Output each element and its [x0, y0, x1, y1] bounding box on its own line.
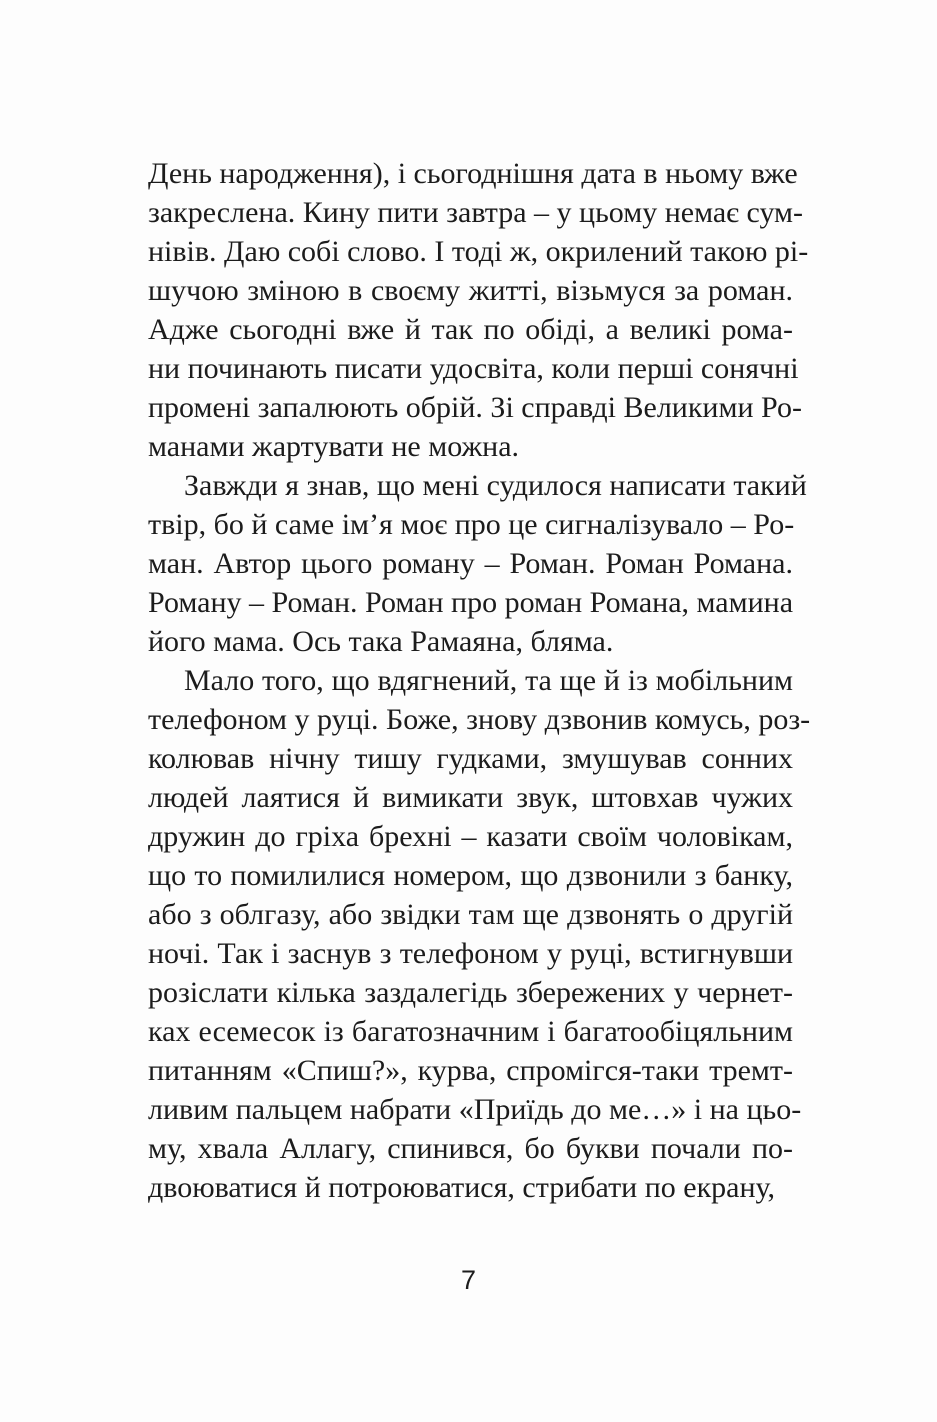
text-line: ках есемесок із багатозначним і багатообіцяльним	[148, 1015, 793, 1048]
text-line: твір, бо й саме ім’я моє про це сигналізувало – Ро-	[148, 508, 795, 541]
text-line: ни починають писати удосвіта, коли перші сонячні	[148, 352, 799, 385]
text-line: закреслена. Кину пити завтра – у цьому немає сум-	[148, 196, 804, 229]
text-line: Завжди я знав, що мені судилося написати такий	[184, 469, 807, 502]
text-line: питанням «Спиш?», курва, спромігся-таки тремт-	[148, 1054, 793, 1087]
text-line: ман. Автор цього роману – Роман. Роман Романа.	[148, 547, 793, 580]
text-line: що то помилилися номером, що дзвонили з банку,	[148, 859, 793, 892]
paragraph	[148, 661, 811, 1207]
paragraph	[148, 154, 809, 466]
text-line: колював нічну тишу гудками, змушував сонних	[148, 742, 793, 775]
text-line: му, хвала Аллагу, спинився, бо букви почали по-	[148, 1132, 793, 1165]
text-line: промені запалюють обрій. Зі справді Великими Ро-	[148, 391, 802, 424]
page-number: 7	[460, 1265, 477, 1295]
text-line: дружин до гріха брехні – казати своїм чоловікам,	[148, 820, 793, 853]
text-line: нівів. Даю собі слово. І тоді ж, окрилений такою рі-	[148, 235, 809, 268]
text-line: двоюватися й потроюватися, стрибати по екрану,	[148, 1171, 776, 1204]
text-line: ливим пальцем набрати «Приїдь до ме…» і на цьо-	[148, 1093, 802, 1126]
text-block	[148, 154, 811, 1207]
text-line: телефоном у руці. Боже, знову дзвонив комусь, роз-	[148, 703, 811, 736]
paragraph	[148, 466, 807, 661]
text-line: День народження), і сьогоднішня дата в ньому вже	[148, 157, 798, 190]
text-line: шучою зміною в своєму житті, візьмуся за роман.	[148, 274, 793, 307]
text-line: розіслати кілька заздалегідь збережених у чернет-	[148, 976, 793, 1009]
text-line: манами жартувати не можна.	[148, 430, 520, 463]
text-line: Мало того, що вдягнений, та ще й із мобільним	[184, 664, 793, 697]
text-line: ночі. Так і заснув з телефоном у руці, встигнувши	[148, 937, 793, 970]
text-line: або з облгазу, або звідки там ще дзвонять о другій	[148, 898, 793, 931]
text-line: Роману – Роман. Роман про роман Романа, мамина	[148, 586, 794, 619]
text-line: людей лаятися й вимикати звук, штовхав чужих	[148, 781, 793, 814]
text-line: його мама. Ось така Рамаяна, бляма.	[148, 625, 614, 658]
text-line: Адже сьогодні вже й так по обіді, а великі рома-	[148, 313, 793, 346]
